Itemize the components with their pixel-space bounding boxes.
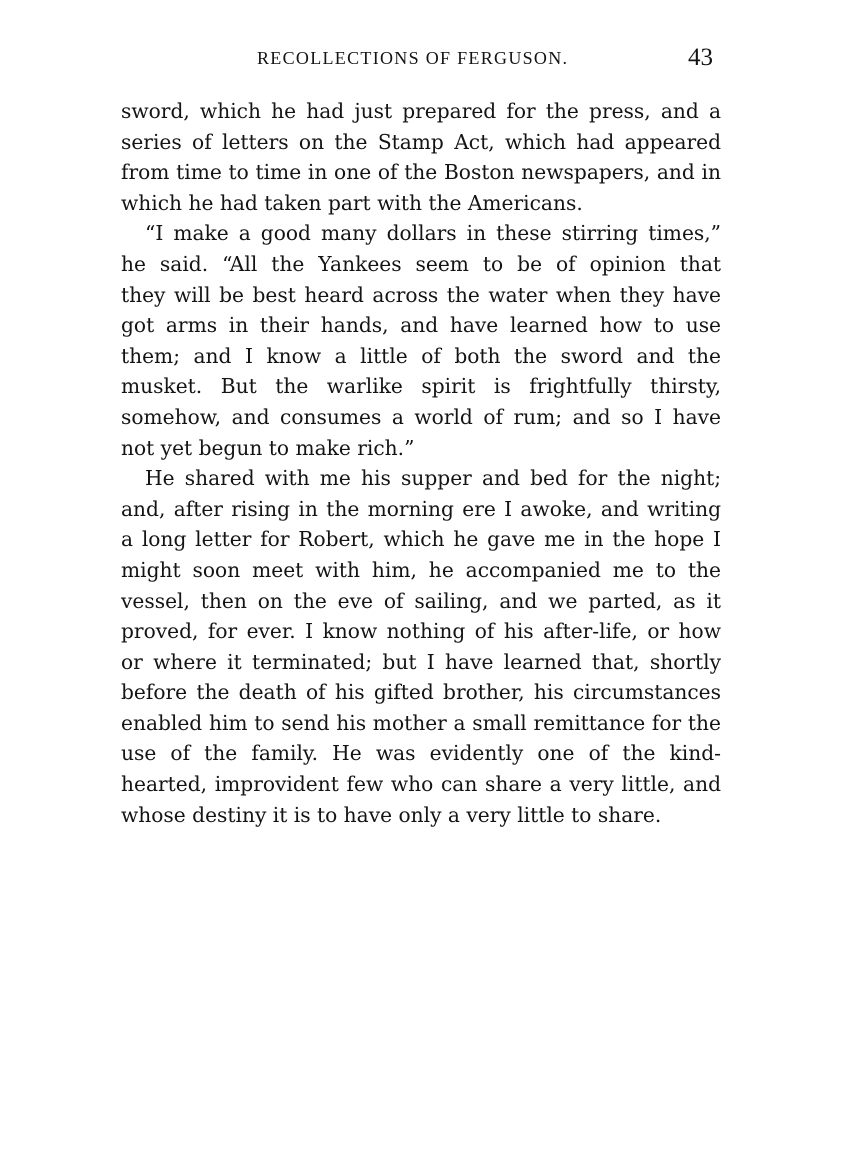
text-line: them; and I know a little of both the sword and the xyxy=(121,343,721,368)
paragraph-end-line: which he had taken part with the Americans. xyxy=(121,190,583,215)
text-line: enabled him to send his mother a small remittance for the xyxy=(121,710,721,735)
page-number: 43 xyxy=(688,44,713,71)
text-line: a long letter for Robert, which he gave me in the hope I xyxy=(121,527,721,552)
text-line: musket. But the warlike spirit is frightfully thirsty, xyxy=(121,374,721,399)
body-text xyxy=(121,96,721,830)
text-line: sword, which he had just prepared for the press, and a xyxy=(121,99,721,123)
paragraph-end-line: whose destiny it is to have only a very little to share. xyxy=(121,802,662,827)
running-title: RECOLLECTIONS OF FERGUSON. xyxy=(257,48,569,68)
text-line: or where it terminated; but I have learned that, shortly xyxy=(121,649,721,674)
text-line: hearted, improvident few who can share a very little, and xyxy=(121,772,721,797)
text-line: got arms in their hands, and have learned how to use xyxy=(121,313,721,338)
text-line: he said. “All the Yankees seem to be of opinion that xyxy=(121,251,721,276)
text-line: and, after rising in the morning ere I awoke, and writing xyxy=(121,496,721,521)
text-line: might soon meet with him, he accompanied me to the xyxy=(121,557,721,582)
text-line: before the death of his gifted brother, his circumstances xyxy=(121,680,721,705)
paragraph-start-line: He shared with me his supper and bed for the night; xyxy=(145,466,721,491)
text-line: from time to time in one of the Boston newspapers, and in xyxy=(121,160,721,185)
text-line: use of the family. He was evidently one of the kind- xyxy=(121,741,721,766)
text-line: they will be best heard across the water when they have xyxy=(121,282,721,307)
running-head xyxy=(121,44,721,74)
text-line: vessel, then on the eve of sailing, and we parted, as it xyxy=(121,588,721,613)
text-line: somehow, and consumes a world of rum; and so I have xyxy=(121,404,721,429)
text-line: proved, for ever. I know nothing of his after-life, or how xyxy=(121,619,721,644)
paragraph-start-line: “I make a good many dollars in these stirring times,” xyxy=(145,221,721,246)
text-line: series of letters on the Stamp Act, which had appeared xyxy=(121,129,721,154)
paragraph-end-line: not yet begun to make rich.” xyxy=(121,435,415,460)
